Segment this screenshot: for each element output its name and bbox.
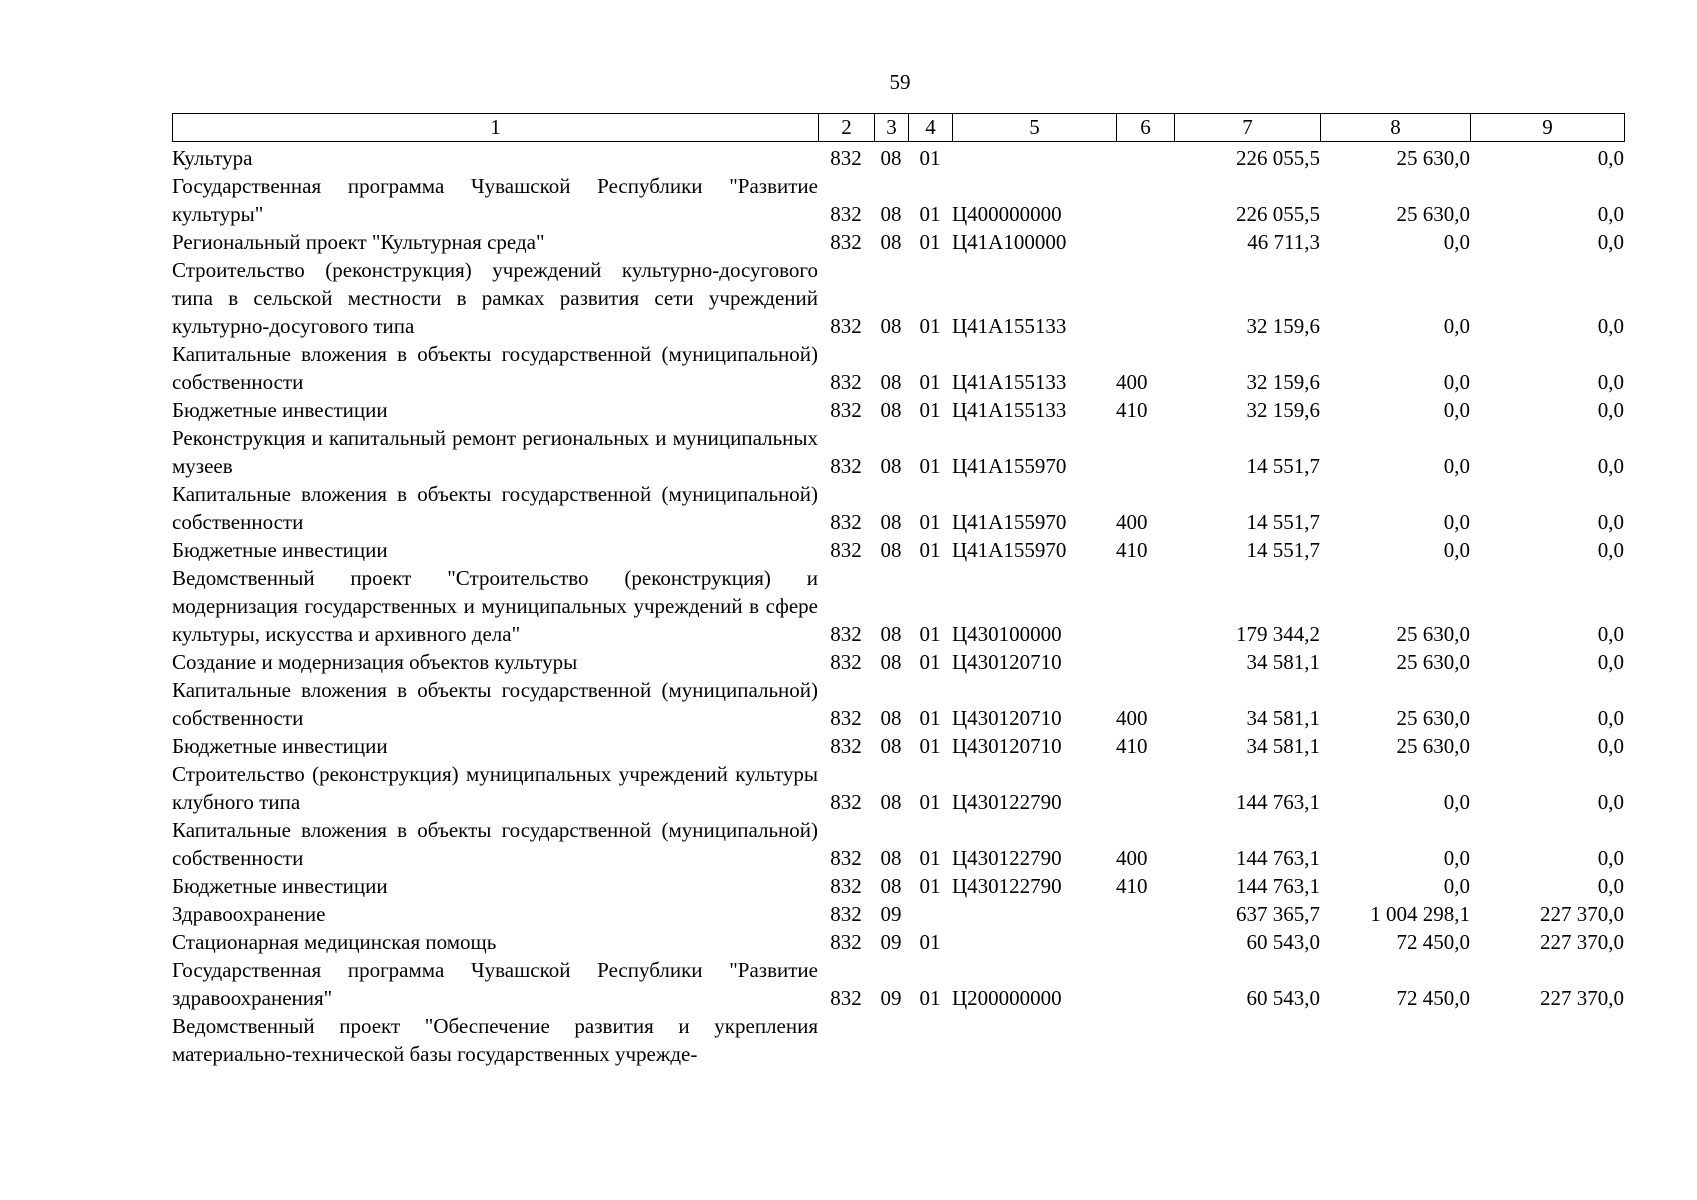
cell-target-article: Ц400000000 (952, 202, 1062, 226)
cell-amount-7: 34 581,1 (1246, 734, 1320, 758)
cell-amount-9: 0,0 (1597, 202, 1624, 226)
table-header (172, 113, 1625, 142)
cell-amount-7: 179 344,2 (1236, 622, 1320, 646)
page-number: 59 (889, 70, 911, 94)
cell-amount-7: 60 543,0 (1246, 986, 1320, 1010)
cell-expense-type (1116, 172, 1174, 228)
cell-subsection: 01 (919, 314, 941, 338)
table-row (172, 480, 1624, 536)
cell-amount-8: 25 630,0 (1396, 734, 1470, 758)
cell-ministry: 832 (830, 202, 862, 226)
cell-amount-8: 72 450,0 (1396, 930, 1470, 954)
cell-amount-9: 0,0 (1597, 790, 1624, 814)
cell-amount-7: 14 551,7 (1246, 538, 1320, 562)
cell-amount-9: 0,0 (1597, 650, 1624, 674)
cell-target-article: Ц41А155970 (952, 454, 1067, 478)
cell-amount-9: 0,0 (1597, 230, 1624, 254)
row-name: Строительство (реконструкция) учреждений культурно-досугового типа в сельской местности в рамках развития сети учреждений культурно-досугового типа (172, 258, 818, 338)
cell-ministry: 832 (830, 146, 862, 170)
cell-expense-type (1116, 900, 1174, 928)
row-name: Бюджетные инвестиции (172, 734, 388, 758)
cell-amount-8 (1320, 1012, 1470, 1068)
cell-subsection: 01 (919, 846, 941, 870)
cell-expense-type: 400 (1116, 846, 1148, 870)
cell-subsection: 01 (919, 706, 941, 730)
cell-ministry: 832 (830, 874, 862, 898)
cell-amount-7 (1174, 1012, 1320, 1068)
cell-amount-7: 32 159,6 (1246, 314, 1320, 338)
cell-amount-7: 144 763,1 (1236, 846, 1320, 870)
cell-section: 08 (880, 510, 902, 534)
cell-target-article (952, 144, 1116, 172)
table-row (172, 760, 1624, 816)
table-row (172, 676, 1624, 732)
table-row (172, 1012, 1624, 1068)
cell-subsection: 01 (919, 622, 941, 646)
cell-section: 08 (880, 398, 902, 422)
cell-subsection (908, 1012, 952, 1068)
row-name: Ведомственный проект "Строительство (реконструкция) и модернизация государственных и муниципальных учреждений в сфере культуры, искусства и архивного дела" (172, 566, 818, 646)
cell-expense-type (1116, 760, 1174, 816)
cell-expense-type: 410 (1116, 538, 1148, 562)
cell-amount-7: 34 581,1 (1246, 650, 1320, 674)
cell-section: 08 (880, 538, 902, 562)
cell-ministry: 832 (830, 370, 862, 394)
cell-amount-8: 0,0 (1443, 874, 1470, 898)
cell-amount-7: 14 551,7 (1246, 510, 1320, 534)
cell-section: 08 (880, 146, 902, 170)
row-name: Бюджетные инвестиции (172, 398, 388, 422)
cell-amount-9: 0,0 (1597, 706, 1624, 730)
cell-amount-9 (1470, 1012, 1624, 1068)
cell-section: 08 (880, 846, 902, 870)
row-name: Бюджетные инвестиции (172, 874, 388, 898)
cell-target-article: Ц430122790 (952, 874, 1062, 898)
cell-subsection (908, 900, 952, 928)
cell-amount-7: 226 055,5 (1236, 146, 1320, 170)
table-row (172, 564, 1624, 648)
table-row (172, 172, 1624, 228)
table-row (172, 396, 1624, 424)
cell-section: 08 (880, 230, 902, 254)
column-header-9: 9 (1471, 114, 1625, 142)
column-header-2: 2 (819, 114, 875, 142)
cell-subsection: 01 (919, 454, 941, 478)
cell-section: 09 (880, 986, 902, 1010)
column-header-5: 5 (953, 114, 1117, 142)
row-name: Капитальные вложения в объекты государственной (муниципальной) собственности (172, 342, 818, 394)
cell-expense-type: 400 (1116, 370, 1148, 394)
cell-target-article (952, 900, 1116, 928)
cell-ministry: 832 (830, 930, 862, 954)
cell-target-article (952, 928, 1116, 956)
cell-ministry: 832 (830, 454, 862, 478)
cell-expense-type (1116, 144, 1174, 172)
cell-amount-9: 0,0 (1597, 734, 1624, 758)
cell-amount-7: 46 711,3 (1247, 230, 1320, 254)
table-row (172, 340, 1624, 396)
cell-section: 08 (880, 706, 902, 730)
cell-section: 08 (880, 790, 902, 814)
cell-amount-9: 0,0 (1597, 538, 1624, 562)
cell-target-article: Ц430120710 (952, 734, 1062, 758)
cell-ministry: 832 (830, 230, 862, 254)
cell-amount-7: 226 055,5 (1236, 202, 1320, 226)
cell-subsection: 01 (919, 734, 941, 758)
cell-target-article: Ц430100000 (952, 622, 1062, 646)
cell-expense-type (1116, 1012, 1174, 1068)
row-name: Культура (172, 146, 253, 170)
table-row (172, 928, 1624, 956)
cell-section: 08 (880, 314, 902, 338)
cell-amount-8: 0,0 (1443, 846, 1470, 870)
column-header-8: 8 (1321, 114, 1471, 142)
cell-ministry: 832 (830, 398, 862, 422)
cell-ministry: 832 (830, 510, 862, 534)
cell-target-article: Ц41А155970 (952, 538, 1067, 562)
cell-amount-7: 637 365,7 (1236, 902, 1320, 926)
cell-expense-type (1116, 256, 1174, 340)
row-name: Капитальные вложения в объекты государственной (муниципальной) собственности (172, 678, 818, 730)
cell-subsection: 01 (919, 986, 941, 1010)
cell-subsection: 01 (919, 146, 941, 170)
cell-amount-8: 25 630,0 (1396, 650, 1470, 674)
column-header-4: 4 (909, 114, 953, 142)
cell-ministry: 832 (830, 734, 862, 758)
table-row (172, 648, 1624, 676)
cell-subsection: 01 (919, 790, 941, 814)
cell-amount-7: 60 543,0 (1246, 930, 1320, 954)
cell-amount-8: 0,0 (1443, 230, 1470, 254)
cell-ministry: 832 (830, 538, 862, 562)
row-name: Реконструкция и капитальный ремонт региональных и муниципальных музеев (172, 426, 818, 478)
cell-subsection: 01 (919, 202, 941, 226)
cell-amount-8: 25 630,0 (1396, 146, 1470, 170)
cell-subsection: 01 (919, 398, 941, 422)
cell-target-article (952, 1012, 1116, 1068)
cell-section: 08 (880, 650, 902, 674)
cell-amount-8: 0,0 (1443, 370, 1470, 394)
cell-amount-8: 25 630,0 (1396, 202, 1470, 226)
cell-expense-type: 410 (1116, 874, 1148, 898)
cell-amount-7: 14 551,7 (1246, 454, 1320, 478)
cell-amount-7: 34 581,1 (1246, 706, 1320, 730)
cell-amount-8: 1 004 298,1 (1370, 902, 1470, 926)
cell-ministry (818, 1012, 874, 1068)
cell-amount-9: 227 370,0 (1540, 902, 1624, 926)
cell-subsection: 01 (919, 874, 941, 898)
cell-section (874, 1012, 908, 1068)
cell-target-article: Ц41А155970 (952, 510, 1067, 534)
cell-amount-9: 227 370,0 (1540, 986, 1624, 1010)
column-header-7: 7 (1175, 114, 1321, 142)
cell-ministry: 832 (830, 314, 862, 338)
table-row (172, 816, 1624, 872)
cell-amount-9: 0,0 (1597, 622, 1624, 646)
table-row (172, 228, 1624, 256)
cell-subsection: 01 (919, 538, 941, 562)
cell-target-article: Ц430122790 (952, 790, 1062, 814)
cell-target-article: Ц430120710 (952, 650, 1062, 674)
cell-ministry: 832 (830, 790, 862, 814)
table-row (172, 900, 1624, 928)
cell-section: 08 (880, 874, 902, 898)
cell-amount-9: 0,0 (1597, 370, 1624, 394)
cell-expense-type: 400 (1116, 706, 1148, 730)
row-name: Государственная программа Чувашской Республики "Развитие культуры" (172, 174, 818, 226)
cell-section: 09 (880, 902, 902, 926)
cell-ministry: 832 (830, 846, 862, 870)
cell-amount-9: 0,0 (1597, 874, 1624, 898)
cell-amount-8: 0,0 (1443, 398, 1470, 422)
cell-amount-8: 72 450,0 (1396, 986, 1470, 1010)
cell-expense-type (1116, 228, 1174, 256)
cell-amount-8: 25 630,0 (1396, 622, 1470, 646)
cell-target-article: Ц41А155133 (952, 370, 1067, 394)
table-row (172, 732, 1624, 760)
cell-amount-8: 0,0 (1443, 454, 1470, 478)
cell-expense-type (1116, 424, 1174, 480)
row-name: Региональный проект "Культурная среда" (172, 230, 545, 254)
cell-target-article: Ц430120710 (952, 706, 1062, 730)
table-body (172, 144, 1624, 1068)
cell-ministry: 832 (830, 986, 862, 1010)
column-header-6: 6 (1117, 114, 1175, 142)
cell-target-article: Ц41А155133 (952, 314, 1067, 338)
cell-amount-7: 144 763,1 (1236, 790, 1320, 814)
cell-amount-9: 0,0 (1597, 398, 1624, 422)
cell-amount-9: 227 370,0 (1540, 930, 1624, 954)
cell-expense-type: 400 (1116, 510, 1148, 534)
cell-amount-9: 0,0 (1597, 510, 1624, 534)
cell-section: 08 (880, 734, 902, 758)
cell-ministry: 832 (830, 650, 862, 674)
cell-target-article: Ц200000000 (952, 986, 1062, 1010)
cell-amount-8: 0,0 (1443, 790, 1470, 814)
row-name: Государственная программа Чувашской Республики "Развитие здравоохранения" (172, 958, 818, 1010)
cell-section: 08 (880, 622, 902, 646)
cell-amount-8: 0,0 (1443, 538, 1470, 562)
cell-amount-8: 25 630,0 (1396, 706, 1470, 730)
row-name: Строительство (реконструкция) муниципальных учреждений культуры клубного типа (172, 762, 818, 814)
row-name: Стационарная медицинская помощь (172, 930, 497, 954)
table-row (172, 256, 1624, 340)
cell-subsection: 01 (919, 230, 941, 254)
cell-expense-type (1116, 928, 1174, 956)
cell-expense-type (1116, 564, 1174, 648)
column-header-1: 1 (173, 114, 819, 142)
row-name: Капитальные вложения в объекты государственной (муниципальной) собственности (172, 818, 818, 870)
table-row (172, 424, 1624, 480)
cell-target-article: Ц430122790 (952, 846, 1062, 870)
cell-subsection: 01 (919, 650, 941, 674)
cell-subsection: 01 (919, 370, 941, 394)
budget-table (172, 113, 1624, 1068)
table-row (172, 872, 1624, 900)
cell-section: 09 (880, 930, 902, 954)
cell-target-article: Ц41А100000 (952, 230, 1067, 254)
cell-expense-type (1116, 648, 1174, 676)
cell-amount-9: 0,0 (1597, 454, 1624, 478)
table-row (172, 536, 1624, 564)
cell-subsection: 01 (919, 930, 941, 954)
column-header-3: 3 (875, 114, 909, 142)
cell-section: 08 (880, 454, 902, 478)
cell-amount-7: 144 763,1 (1236, 874, 1320, 898)
cell-section: 08 (880, 202, 902, 226)
row-name: Капитальные вложения в объекты государственной (муниципальной) собственности (172, 482, 818, 534)
cell-expense-type: 410 (1116, 398, 1148, 422)
cell-amount-9: 0,0 (1597, 846, 1624, 870)
cell-ministry: 832 (830, 706, 862, 730)
cell-section: 08 (880, 370, 902, 394)
table-row (172, 144, 1624, 172)
cell-amount-9: 0,0 (1597, 146, 1624, 170)
cell-expense-type (1116, 956, 1174, 1012)
row-name: Бюджетные инвестиции (172, 538, 388, 562)
cell-ministry: 832 (830, 902, 862, 926)
cell-ministry: 832 (830, 622, 862, 646)
cell-target-article: Ц41А155133 (952, 398, 1067, 422)
cell-expense-type: 410 (1116, 734, 1148, 758)
cell-amount-9: 0,0 (1597, 314, 1624, 338)
table-row (172, 956, 1624, 1012)
cell-amount-7: 32 159,6 (1246, 370, 1320, 394)
row-name: Создание и модернизация объектов культуры (172, 650, 578, 674)
cell-amount-8: 0,0 (1443, 314, 1470, 338)
row-name: Здравоохранение (172, 902, 326, 926)
cell-amount-7: 32 159,6 (1246, 398, 1320, 422)
cell-amount-8: 0,0 (1443, 510, 1470, 534)
cell-subsection: 01 (919, 510, 941, 534)
row-name: Ведомственный проект "Обеспечение развития и укрепления материально-технической базы государственных учрежде- (172, 1014, 818, 1066)
